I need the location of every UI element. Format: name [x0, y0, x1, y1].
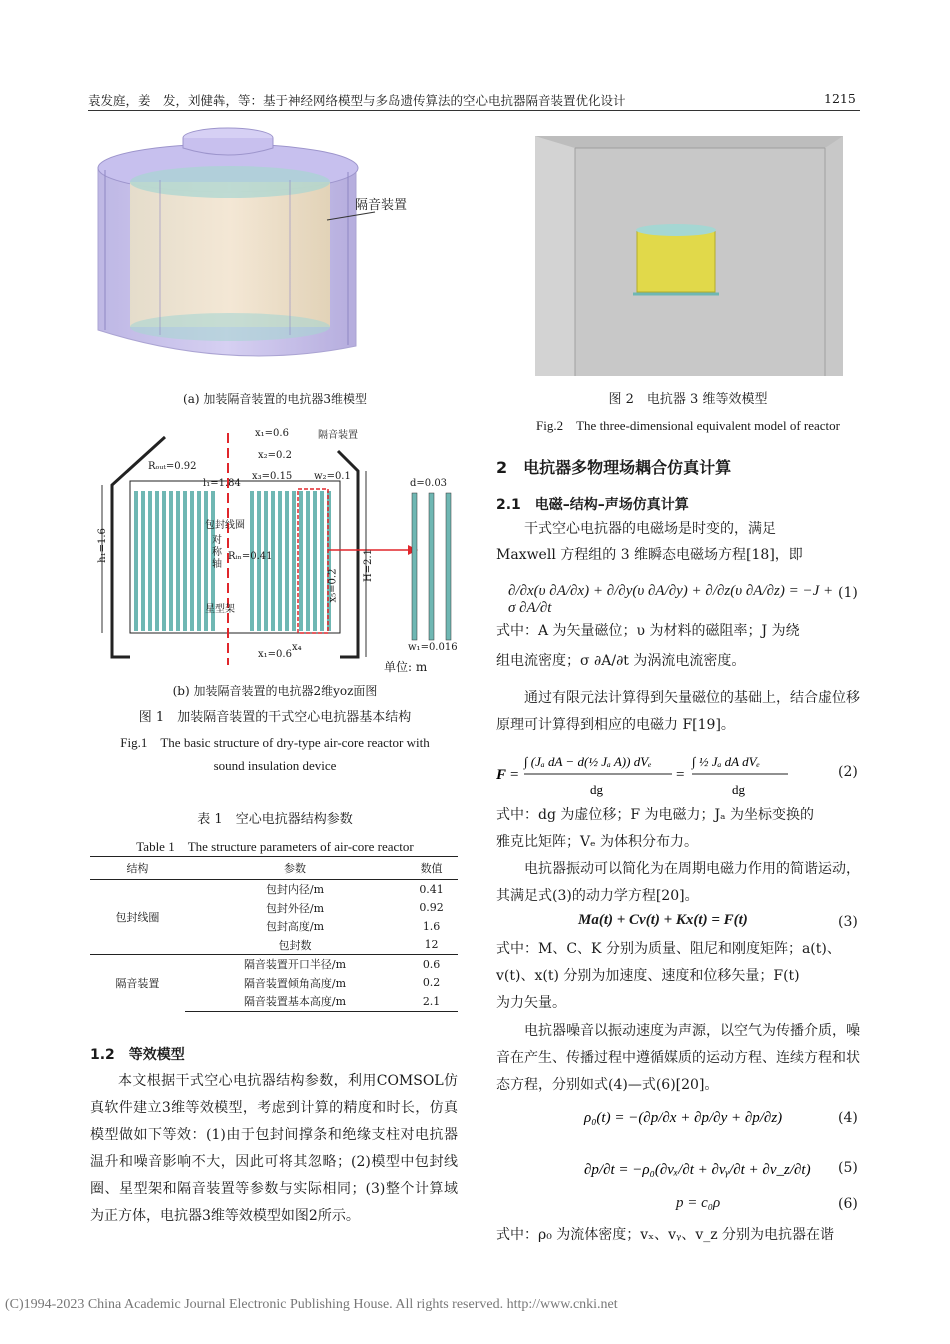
fig1a-3d-model: [90, 120, 460, 375]
svg-text:∂p/∂t = −ρ₀(∂vₓ/∂t + ∂vᵧ/∂t +: ∂p/∂t = −ρ₀(∂vₓ/∂t + ∂vᵧ/∂t + ∂v_z/∂t): [584, 1162, 811, 1178]
fig2-3d-model: [535, 136, 843, 376]
s2-p3: 电抗器振动可以简化为在周期电磁力作用的简谐运动，其满足式(3)的动力学方程[20]。: [496, 861, 860, 904]
svg-text:ρ₀(t) = −(∂p/∂x + ∂p/∂y + ∂p/∂: ρ₀(t) = −(∂p/∂x + ∂p/∂y + ∂p/∂z): [584, 1110, 783, 1126]
s2-p3-where-1: 式中：M、C、K 分别为质量、阻尼和刚度矩阵；a(t)、: [496, 941, 841, 957]
label-unit: 单位: m: [384, 660, 428, 674]
svg-text:F: F: [496, 767, 507, 783]
section-1-2-text: 本文根据干式空心电抗器结构参数，利用COMSOL仿真软件建立3维等效模型，考虑到计算的精度和时长，仿真模型做如下等效：(1)由于包封间撑条和绝缘支柱对电抗器温升和噪音影响不大，因此可将其忽略；(2)模型中包封线圈、星型架和隔音装置等参数与实际相同；(3)整个计算域为正方体，电抗器3维等效模型如图2所示。: [90, 1073, 458, 1224]
label-axis: 对称轴: [212, 535, 222, 570]
table-row: [90, 955, 458, 974]
running-title: 袁发庭，姜 发，刘健犇，等：基于神经网络模型与多岛遗传算法的空心电抗器隔音装置优化设计: [88, 93, 626, 108]
th-param: 参数: [185, 857, 405, 880]
section-1-2-heading: 1.2 等效模型: [90, 1047, 185, 1063]
s2-p2-where-1: 式中：dg 为虚位移；F 为电磁力；Jₐ 为坐标变换的: [496, 807, 814, 823]
header-rule: [88, 110, 860, 111]
fig1-caption-cn: 图 1 加装隔音装置的干式空心电抗器基本结构: [138, 710, 412, 725]
param-cell: 包封高度/m: [265, 920, 325, 934]
label-h1: h₁=1.6: [96, 528, 108, 563]
page-number: 1215: [824, 91, 856, 106]
param-cell: 隔音装置基本高度/m: [185, 992, 405, 1011]
eq1-number: (1): [838, 585, 858, 601]
label-rout: Rₒᵤₜ=0.92: [148, 461, 197, 472]
group-name: 包封线圈: [115, 911, 160, 924]
label-x1-top: x₁=0.6: [255, 428, 289, 439]
eq6-number: (6): [838, 1196, 858, 1212]
fig1-caption-en-2: sound insulation device: [213, 758, 337, 773]
label-x1-bottom: x₁=0.6: [258, 649, 292, 660]
s2-p1-where-1: 式中：A 为矢量磁位；υ 为材料的磁阻率；J 为绕: [496, 623, 800, 639]
table-row: [90, 880, 458, 899]
eq3-number: (3): [838, 914, 858, 930]
svg-text:=: =: [510, 767, 519, 783]
table1-caption-cn: 表 1 空心电抗器结构参数: [197, 812, 353, 827]
value-cell: 12: [424, 938, 439, 952]
eq5-number: (5): [838, 1160, 858, 1176]
eq4-number: (4): [838, 1110, 858, 1126]
label-rin: Rᵢₙ=0.41: [228, 551, 273, 562]
label-w2: w₂=0.1: [314, 471, 351, 482]
label-x5: x₅=0.2: [327, 568, 339, 603]
fig1b-caption: (b) 加装隔音装置的电抗器2维yoz面图: [172, 684, 378, 698]
label-coil: 包封线圈: [205, 520, 245, 531]
label-sound-device: 隔音装置: [318, 430, 358, 441]
s2-p5: 式中：ρ₀ 为流体密度；vₓ、vᵧ、v_z 分别为电抗器在谐: [496, 1227, 835, 1243]
param-cell: 包封内径/m: [265, 883, 325, 897]
value-cell: 2.1: [405, 992, 458, 1011]
fig1a-caption: (a) 加装隔音装置的电抗器3维模型: [183, 392, 367, 406]
fig2-caption-cn: 图 2 电抗器 3 维等效模型: [608, 392, 768, 407]
s2-p3-where-2: v(t)、x(t) 分别为加速度、速度和位移矢量；F(t): [496, 968, 800, 984]
label-x4: x₄: [292, 642, 302, 653]
fig1-caption-en-1: Fig.1 The basic structure of dry-type air-core reactor with: [120, 735, 430, 750]
value-cell: 0.2: [422, 976, 441, 990]
s2-p2: 通过有限元法计算得到矢量磁位的基础上，结合虚位移原理可计算得到相应的电磁力 F[19]。: [496, 690, 860, 733]
section-2-1-heading: 2.1 电磁–结构–声场仿真计算: [496, 497, 689, 513]
s2-p1-where-2: 组电流密度；σ ∂A/∂t 为涡流电流密度。: [496, 653, 746, 669]
svg-text:dg: dg: [732, 782, 745, 797]
th-structure: 结构: [90, 857, 185, 880]
equation-5: [584, 1150, 811, 1190]
equation-6: p = c₀ρ: [676, 1195, 721, 1211]
label-d: d=0.03: [410, 478, 448, 489]
value-cell: 1.6: [422, 919, 441, 933]
param-cell: 隔音装置开口半径/m: [185, 955, 405, 974]
equation-4: [584, 1098, 784, 1138]
copyright-footer: (C)1994-2023 China Academic Journal Electronic Publishing House. All rights reserved. http://www.cnki.net: [5, 1297, 618, 1312]
value-cell: 0.92: [419, 901, 444, 915]
equation-3: Ma(t) + Cv(t) + Kx(t) = F(t): [578, 912, 748, 928]
table1-caption-en: Table 1 The structure parameters of air-core reactor: [136, 839, 414, 854]
label-w1: w₁=0.016: [408, 642, 458, 653]
section-2-heading: 2 电抗器多物理场耦合仿真计算: [496, 458, 732, 477]
fig1b-2d-section: [90, 425, 470, 670]
equation-1: ∂/∂x(υ ∂A/∂x) + ∂/∂y(υ ∂A/∂y) + ∂/∂z(υ ∂A/∂z) = −J + σ ∂A/∂t: [508, 583, 834, 616]
label-star: 星型架: [205, 604, 235, 615]
label-H: H=2.1: [363, 548, 375, 583]
label-l1: l₁=1.84: [203, 478, 241, 489]
s2-p4: 电抗器噪音以振动速度为声源，以空气为传播介质，噪音在产生、传播过程中遵循媒质的运动方程、连续方程和状态方程，分别如式(4)—式(6)[20]。: [496, 1023, 860, 1093]
svg-text:∫ ½ Jₐ dA dVₑ: ∫ ½ Jₐ dA dVₑ: [692, 754, 760, 769]
param-cell: 包封数: [278, 938, 312, 952]
eq2-number: (2): [838, 764, 858, 780]
th-value: 数值: [405, 857, 458, 880]
label-x3: x₃=0.15: [252, 471, 293, 482]
svg-text:dg: dg: [590, 782, 603, 797]
s2-p3-where-3: 为力矢量。: [496, 995, 566, 1011]
fig2-caption-en: Fig.2 The three-dimensional equivalent model of reactor: [536, 418, 840, 433]
label-x2: x₂=0.2: [258, 450, 292, 461]
equation-2: [494, 744, 794, 804]
s2-p2-where-2: 雅克比矩阵；Vₑ 为体积分布力。: [496, 834, 698, 850]
param-cell: 包封外径/m: [265, 901, 325, 915]
value-cell: 0.41: [419, 882, 444, 896]
table1: [90, 856, 458, 1012]
s2-p1-line2: Maxwell 方程组的 3 维瞬态电磁场方程[18]，即: [496, 547, 803, 563]
svg-text:=: =: [676, 767, 685, 783]
group-name: 隔音装置: [90, 955, 185, 1012]
s2-p1-line1: 干式空心电抗器的电磁场是时变的，满足: [524, 521, 776, 537]
param-cell: 隔音装置倾角高度/m: [243, 976, 347, 990]
value-cell: 0.6: [405, 955, 458, 974]
svg-text:∫ (Jₐ dA − d(½ Jₐ A)) dVₑ: ∫ (Jₐ dA − d(½ Jₐ A)) dVₑ: [524, 754, 652, 769]
fig1a-annotation: 隔音装置: [355, 198, 408, 213]
